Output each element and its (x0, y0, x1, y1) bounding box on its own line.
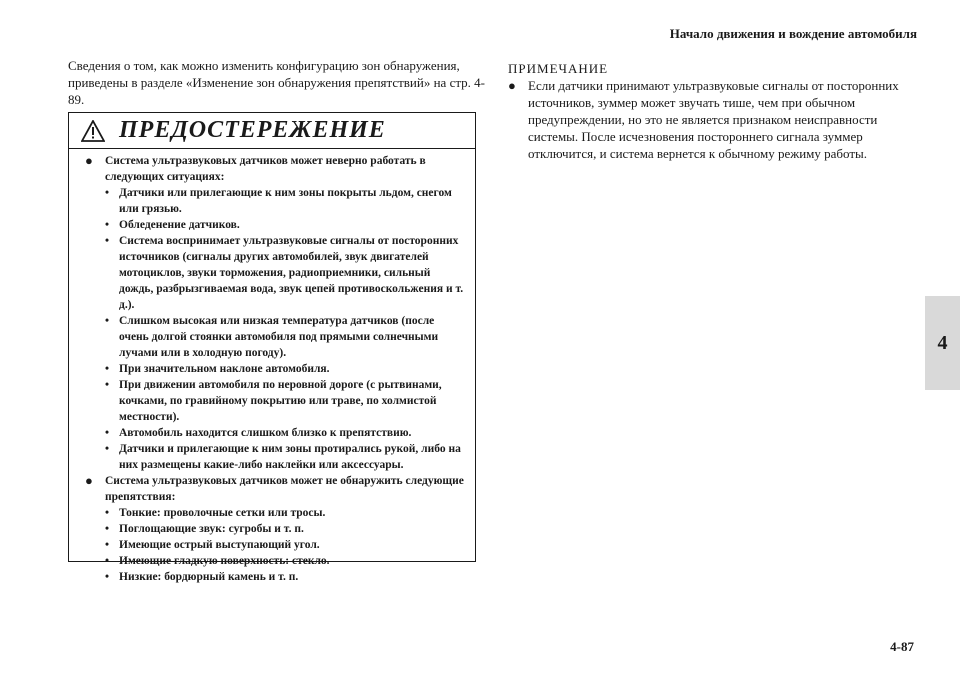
dot-icon: • (105, 219, 110, 231)
note-text: Если датчики принимают ультразвуковые сигналы от посторонних источников, зуммер может звучать тише, чем при обычном предупреждении, но это не является признаком неисправности системы. После исчезновения постороннего сигнала зуммер отключится, и система вернется к обычному режиму работы. (528, 78, 899, 161)
warning-item-text: Система ультразвуковых датчиков может неверно работать в следующих ситуациях: (105, 155, 426, 183)
warning-item-malfunction (85, 153, 465, 473)
dot-icon: • (105, 507, 110, 519)
dot-icon: • (105, 187, 110, 199)
dot-icon: • (105, 315, 110, 327)
warning-body (69, 149, 475, 585)
page-header: Начало движения и вождение автомобиля (669, 26, 917, 41)
warning-header (69, 113, 475, 149)
dot-icon: • (105, 379, 110, 391)
warning-triangle-icon (81, 120, 105, 142)
dot-icon: • (105, 427, 110, 439)
dot-icon: • (105, 555, 110, 567)
list-item: • Поглощающие звук: сугробы и т. п. (105, 523, 304, 535)
dot-icon: • (105, 363, 110, 375)
note-section (508, 60, 908, 162)
chapter-number: 4 (937, 331, 948, 354)
list-item: • Имеющие гладкую поверхность: стекло. (105, 555, 330, 567)
list-item: • Обледенение датчиков. (105, 219, 240, 231)
bullet-icon: ● (508, 78, 516, 93)
dot-icon: • (105, 571, 110, 583)
warning-box (68, 112, 476, 583)
list-item: • Система воспринимает ультразвуковые сигналы от посторонних источников (сигналы других автомобилей, звук двигателей мотоциклов, звуки торможения, радиоприемники, сильный дождь, разбрызгиваемая вода, звук цепей противоскольжения и т. д.). (105, 235, 464, 311)
chapter-tab (925, 296, 960, 390)
list-item: • Датчики и прилегающие к ним зоны протирались рукой, либо на них размещены какие-либо наклейки или аксессуары. (105, 443, 461, 471)
list-item: • Низкие: бордюрный камень и т. п. (105, 571, 299, 583)
note-title: ПРИМЕЧАНИЕ (508, 61, 609, 76)
warning-item-detection (85, 473, 465, 585)
dot-icon: • (105, 539, 110, 551)
list-item: • Имеющие острый выступающий угол. (105, 539, 320, 551)
list-item: • Датчики или прилегающие к ним зоны покрыты льдом, снегом или грязью. (105, 187, 452, 215)
warning-item-text: Система ультразвуковых датчиков может не обнаружить следующие препятствия: (105, 475, 464, 503)
bullet-icon: ● (85, 473, 93, 488)
list-item: • Тонкие: проволочные сетки или тросы. (105, 507, 326, 519)
list-item: • Слишком высокая или низкая температура датчиков (после очень долгой стоянки автомобиля под прямыми солнечными лучами или в холодную погоду). (105, 315, 439, 359)
intro-paragraph: Сведения о том, как можно изменить конфигурацию зон обнаружения, приведены в разделе «Изменение зон обнаружения препятствий» на стр. 4-89. (68, 58, 486, 107)
dot-icon: • (105, 523, 110, 535)
page-number: 4-87 (890, 639, 914, 654)
list-item: • Автомобиль находится слишком близко к препятствию. (105, 427, 412, 439)
warning-title: ПРЕДОСТЕРЕЖЕНИЕ (119, 117, 386, 143)
bullet-icon: ● (85, 153, 93, 168)
list-item: • При движении автомобиля по неровной дороге (с рытвинами, кочками, по гравийному покрытию или траве, по холмистой местности). (105, 379, 442, 423)
dot-icon: • (105, 235, 110, 247)
list-item: • При значительном наклоне автомобиля. (105, 363, 330, 375)
dot-icon: • (105, 443, 110, 455)
note-item (508, 77, 908, 162)
